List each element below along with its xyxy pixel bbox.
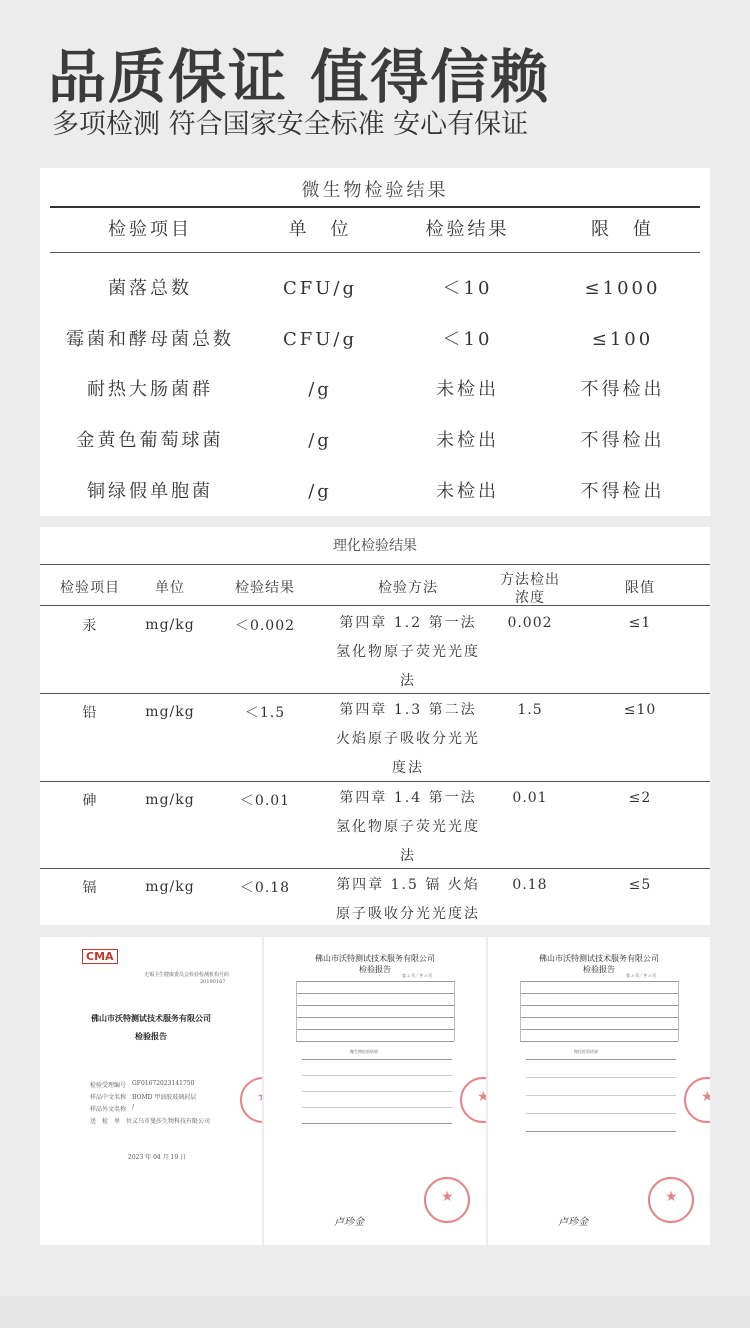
cell-item: 汞	[82, 618, 98, 634]
header-result: 检验结果	[425, 219, 510, 240]
cell-limit: ≤10	[623, 702, 657, 718]
cell-unit: CFU/g	[282, 278, 358, 299]
header-limit: 限 值	[591, 219, 654, 240]
cover-field-label: 样品中文名称	[90, 1094, 127, 1101]
cell-method	[330, 784, 486, 871]
cell-result: ＜0.002	[234, 618, 296, 634]
form-line	[520, 1029, 678, 1030]
cover-doc-title: 检验报告	[135, 1032, 167, 1041]
form-line	[526, 1059, 676, 1060]
cell-unit: mg/kg	[145, 704, 195, 720]
form-line	[302, 1107, 452, 1108]
table-row	[40, 274, 710, 304]
method-line: 氢化物原子荧光光度	[336, 819, 480, 835]
row-divider	[40, 781, 710, 782]
form-line	[302, 1123, 452, 1124]
form-line	[520, 1017, 678, 1018]
phys-caption: 理化检验结果	[333, 538, 417, 554]
method-line: 第四章 1.4 第一法	[339, 790, 477, 806]
cover-cert-no: 20190167	[200, 979, 226, 985]
micro-caption: 微生物检验结果	[301, 180, 449, 201]
header-item: 检验项目	[108, 219, 192, 240]
form-line	[302, 1091, 452, 1092]
report-page3-thumbnail	[488, 937, 710, 1245]
cover-company: 佛山市沃特测试技术服务有限公司	[91, 1014, 211, 1023]
cover-field-label: 检验受理编号	[90, 1082, 127, 1089]
cover-field-value: GF01672023141750	[132, 1080, 195, 1087]
cover-date: 2023 年 04 月 19 日	[128, 1154, 187, 1161]
header-unit: 单位	[155, 580, 185, 596]
header-item: 检验项目	[60, 580, 120, 596]
cover-field-value: 义乌市曼莎生物科技有限公司	[132, 1118, 211, 1125]
form-line	[296, 1029, 454, 1030]
cell-unit: /g	[308, 481, 332, 502]
table-row	[40, 375, 710, 405]
phys-results-table	[40, 527, 710, 925]
footer-bar	[0, 1296, 750, 1328]
form-line	[296, 1017, 454, 1018]
cell-limit: ≤2	[628, 790, 652, 806]
page3-company: 佛山市沃特测试技术服务有限公司	[539, 954, 659, 963]
cover-field-value: /	[132, 1104, 135, 1111]
form-line	[296, 1041, 454, 1042]
form-line	[526, 1077, 676, 1078]
cell-item: 砷	[82, 793, 98, 809]
method-line: 第四章 1.3 第二法	[339, 702, 477, 718]
table-header-rule	[40, 605, 710, 606]
form-line	[520, 1041, 678, 1042]
method-line: 法	[400, 673, 416, 689]
form-line	[302, 1075, 452, 1076]
method-line: 第四章 1.2 第一法	[339, 615, 477, 631]
form-line	[296, 1005, 454, 1006]
cell-item: 铜绿假单胞菌	[87, 481, 213, 502]
cell-result: 未检出	[436, 379, 499, 400]
row-divider	[40, 868, 710, 869]
form-line	[526, 1095, 676, 1096]
cell-result: 未检出	[436, 430, 499, 451]
cover-field-value: BOMD 甲油胶玻璃封层	[132, 1094, 197, 1101]
report-page2-thumbnail	[264, 937, 486, 1245]
signature: 卢珍金	[558, 1217, 588, 1228]
table-top-rule	[50, 206, 700, 208]
micro-header-row	[40, 215, 710, 245]
official-seal-icon	[684, 1077, 710, 1123]
form-line	[678, 981, 679, 1041]
cell-limit: 不得检出	[580, 379, 665, 400]
cell-limit: ≤1000	[584, 278, 661, 299]
header-unit: 单 位	[288, 219, 352, 240]
page-subtitle: 多项检测 符合国家安全标准 安心有保证	[52, 109, 529, 140]
page2-section: 微生物检验结果	[350, 1049, 378, 1054]
cover-field-label: 送 检 单 位	[90, 1118, 133, 1125]
official-seal-icon	[424, 1177, 470, 1223]
form-line	[520, 1005, 678, 1006]
official-seal-icon	[648, 1177, 694, 1223]
cell-limit: ≤5	[628, 877, 652, 893]
form-line	[520, 981, 521, 1041]
cell-detect: 1.5	[517, 702, 543, 718]
cell-detect: 0.18	[512, 877, 548, 893]
cell-unit: /g	[308, 430, 332, 451]
header-method: 检验方法	[378, 580, 438, 596]
form-line	[302, 1059, 452, 1060]
cell-result: ＜10	[442, 278, 493, 299]
page3-section: 理化检验结果	[574, 1049, 598, 1054]
official-seal-icon	[240, 1077, 262, 1123]
cell-limit: 不得检出	[580, 481, 665, 502]
form-line	[296, 981, 454, 982]
cell-unit: mg/kg	[145, 879, 195, 895]
header-detect-line1: 方法检出	[500, 572, 560, 588]
cell-item: 镉	[82, 880, 98, 896]
micro-results-table	[40, 168, 710, 516]
cell-detect: 0.01	[512, 790, 548, 806]
page-title: 品质保证 值得信赖	[48, 43, 551, 111]
table-header-rule	[50, 252, 700, 253]
cell-method	[330, 871, 486, 929]
cell-item: 铅	[82, 705, 98, 721]
method-line: 氢化物原子荧光光度	[336, 644, 480, 660]
cell-limit: ≤100	[591, 329, 654, 350]
page2-page-no: 第 2 页／共 3 页	[402, 973, 433, 978]
official-seal-icon	[460, 1077, 486, 1123]
header-limit: 限值	[625, 580, 655, 596]
table-row	[40, 477, 710, 507]
page2-doc-title: 检验报告	[359, 965, 391, 974]
page2-company: 佛山市沃特测试技术服务有限公司	[315, 954, 435, 963]
cell-unit: CFU/g	[282, 329, 358, 350]
form-line	[454, 981, 455, 1041]
form-line	[520, 993, 678, 994]
cell-item: 金黄色葡萄球菌	[76, 430, 224, 451]
cell-method	[330, 609, 486, 696]
cell-limit: ≤1	[628, 615, 652, 631]
cell-item: 耐热大肠菌群	[87, 379, 213, 400]
cell-result: 未检出	[436, 481, 499, 502]
cell-method	[330, 696, 486, 783]
cma-logo: CMA	[82, 949, 118, 964]
table-row	[40, 426, 710, 456]
header-detect-line2: 浓度	[515, 590, 545, 606]
method-line: 度法	[392, 760, 424, 776]
form-line	[520, 981, 678, 982]
cell-unit: mg/kg	[145, 792, 195, 808]
cell-detect: 0.002	[507, 615, 553, 631]
cover-top-note: 无锡卫生健康委员会检验检测机构号码	[144, 972, 230, 978]
cell-unit: mg/kg	[145, 617, 195, 633]
cell-result: ＜10	[442, 329, 493, 350]
cell-result: ＜0.18	[239, 880, 291, 896]
signature: 卢珍金	[334, 1217, 364, 1228]
table-row	[40, 325, 710, 355]
report-cover-thumbnail	[40, 937, 262, 1245]
form-line	[526, 1113, 676, 1114]
cell-item: 菌落总数	[108, 278, 192, 299]
method-line: 法	[400, 848, 416, 864]
cell-item: 霉菌和酵母菌总数	[66, 329, 234, 350]
page3-page-no: 第 3 页／共 3 页	[626, 973, 657, 978]
method-line: 第四章 1.5 镉 火焰	[336, 877, 480, 893]
page3-doc-title: 检验报告	[583, 965, 615, 974]
cell-unit: /g	[308, 379, 332, 400]
cell-result: ＜1.5	[244, 705, 286, 721]
header	[0, 0, 750, 160]
method-line: 火焰原子吸收分光光	[336, 731, 480, 747]
cover-field-label: 样品外文名称	[90, 1106, 127, 1113]
form-line	[296, 993, 454, 994]
cell-result: ＜0.01	[239, 793, 291, 809]
table-top-rule	[40, 564, 710, 565]
cell-limit: 不得检出	[580, 430, 665, 451]
header-result: 检验结果	[235, 580, 295, 596]
form-line	[526, 1131, 676, 1132]
form-line	[296, 981, 297, 1041]
row-divider	[40, 693, 710, 694]
method-line: 原子吸收分光光度法	[336, 906, 480, 922]
